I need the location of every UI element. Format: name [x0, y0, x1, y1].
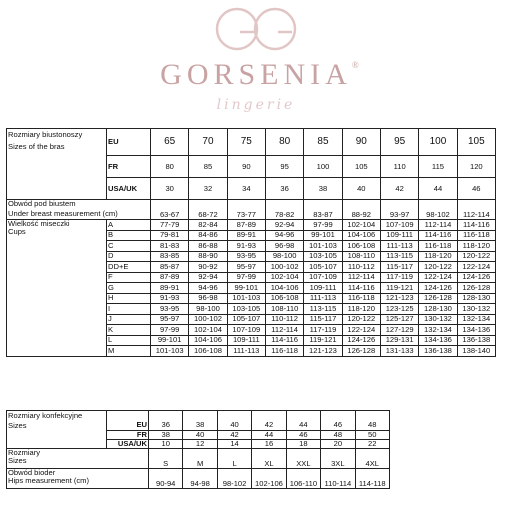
eu-label: EU — [107, 421, 149, 431]
cups-title-en: Cups — [8, 227, 26, 236]
fr-size: 80 — [151, 156, 189, 178]
fr-size: 50 — [355, 431, 389, 440]
usuk-size: 18 — [286, 440, 320, 449]
cup-letter: I — [107, 304, 151, 315]
fr-size: 38 — [149, 431, 183, 440]
cup-range: 92-94 — [265, 220, 303, 231]
bras-title-cell — [7, 129, 107, 156]
cup-range: 123-125 — [380, 304, 418, 315]
under-breast-range: 93-97 — [380, 200, 418, 220]
cup-range: 102-104 — [265, 272, 303, 283]
cup-range: 129-131 — [380, 335, 418, 346]
cup-range: 93-95 — [151, 304, 189, 315]
cup-range: 104-106 — [265, 283, 303, 294]
clothes-title-pl: Rozmiary konfekcyjne — [7, 411, 107, 421]
letter-size: M — [183, 449, 217, 469]
hips-title-en: Hips measurement (cm) — [8, 476, 90, 485]
cup-letter: K — [107, 325, 151, 336]
eu-size: 70 — [189, 129, 227, 156]
cup-range: 114-116 — [265, 335, 303, 346]
letter-size: L — [217, 449, 251, 469]
letter-size: XXL — [286, 449, 320, 469]
cup-range: 99-101 — [304, 230, 342, 241]
cup-range: 104-106 — [189, 335, 227, 346]
cup-letter: G — [107, 283, 151, 294]
cup-range: 113-115 — [380, 251, 418, 262]
hips-range: 94-98 — [183, 469, 217, 489]
cup-letter: F — [107, 272, 151, 283]
cup-range: 126-128 — [419, 293, 457, 304]
cup-range: 77-79 — [151, 220, 189, 231]
cup-letter: A — [107, 220, 151, 231]
usuk-size: 12 — [183, 440, 217, 449]
hips-range: 98-102 — [217, 469, 251, 489]
cup-range: 97-99 — [227, 272, 265, 283]
cup-range: 121-123 — [304, 346, 342, 357]
under-breast-title-pl: Obwód pod biustem — [8, 199, 76, 208]
cup-letter: M — [107, 346, 151, 357]
cup-range: 100-102 — [265, 262, 303, 273]
fr-size: 120 — [457, 156, 495, 178]
cup-range: 106-108 — [265, 293, 303, 304]
cup-range: 98-100 — [189, 304, 227, 315]
cup-range: 114-116 — [457, 220, 495, 231]
cup-range: 96-98 — [189, 293, 227, 304]
eu-size: 100 — [419, 129, 457, 156]
under-breast-range: 112-114 — [457, 200, 495, 220]
hips-range: 102-106 — [252, 469, 286, 489]
cup-range: 86-88 — [189, 241, 227, 252]
hips-range: 110-114 — [321, 469, 355, 489]
cup-range: 94-96 — [265, 230, 303, 241]
cup-range: 127-129 — [380, 325, 418, 336]
cup-range: 118-120 — [342, 304, 380, 315]
cup-range: 128-130 — [419, 304, 457, 315]
cup-range: 116-118 — [265, 346, 303, 357]
cup-range: 111-113 — [304, 293, 342, 304]
cup-range: 132-134 — [419, 325, 457, 336]
under-breast-range: 83-87 — [304, 200, 342, 220]
cup-range: 90-92 — [189, 262, 227, 273]
usuk-size: 20 — [321, 440, 355, 449]
cup-range: 103-105 — [304, 251, 342, 262]
usuk-size: 34 — [227, 178, 265, 200]
usuk-label: USA/UK — [107, 440, 149, 449]
cup-range: 120-122 — [457, 251, 495, 262]
fr-label: FR — [107, 431, 149, 440]
cup-range: 88-90 — [189, 251, 227, 262]
cup-range: 114-116 — [419, 230, 457, 241]
cup-range: 82-84 — [189, 220, 227, 231]
hips-range: 90-94 — [149, 469, 183, 489]
cup-range: 97-99 — [304, 220, 342, 231]
cup-range: 134-136 — [419, 335, 457, 346]
cup-range: 120-122 — [419, 262, 457, 273]
cup-letter: DD+E — [107, 262, 151, 273]
cup-range: 91-93 — [227, 241, 265, 252]
cup-range: 100-102 — [189, 314, 227, 325]
cup-range: 111-113 — [227, 346, 265, 357]
brand-tagline: lingerie — [216, 97, 296, 113]
cup-range: 91-93 — [151, 293, 189, 304]
cup-range: 132-134 — [457, 314, 495, 325]
cup-range: 87-89 — [151, 272, 189, 283]
cup-range: 136-138 — [419, 346, 457, 357]
bra-size-table — [6, 128, 496, 357]
cup-range: 124-126 — [419, 283, 457, 294]
cup-range: 110-112 — [342, 262, 380, 273]
cup-range: 112-114 — [419, 220, 457, 231]
cup-range: 89-91 — [227, 230, 265, 241]
eu-size: 105 — [457, 129, 495, 156]
letter-size: 3XL — [321, 449, 355, 469]
cup-range: 102-104 — [189, 325, 227, 336]
cup-range: 121-123 — [380, 293, 418, 304]
clothing-size-table — [6, 410, 390, 489]
hips-range: 114-118 — [355, 469, 389, 489]
eu-size: 90 — [342, 129, 380, 156]
under-breast-range: 63-67 — [151, 200, 189, 220]
fr-size: 46 — [286, 431, 320, 440]
cup-range: 101-103 — [151, 346, 189, 357]
bras-title-pl: Rozmiary biustonoszy — [8, 130, 83, 139]
cup-range: 136-138 — [457, 335, 495, 346]
sizes-title — [7, 449, 149, 469]
fr-size: 48 — [321, 431, 355, 440]
cup-range: 126-128 — [342, 346, 380, 357]
usuk-label: USA/UK — [107, 178, 151, 200]
cup-range: 112-114 — [342, 272, 380, 283]
cup-range: 113-115 — [304, 304, 342, 315]
cup-range: 79-81 — [151, 230, 189, 241]
cup-range: 118-120 — [419, 251, 457, 262]
cup-range: 118-120 — [457, 241, 495, 252]
cup-range: 120-122 — [342, 314, 380, 325]
cup-range: 122-124 — [342, 325, 380, 336]
cup-range: 95-97 — [227, 262, 265, 273]
usuk-size: 38 — [304, 178, 342, 200]
letter-size: 4XL — [355, 449, 389, 469]
cup-range: 138-140 — [457, 346, 495, 357]
cup-range: 106-108 — [189, 346, 227, 357]
cup-range: 99-101 — [227, 283, 265, 294]
cup-letter: B — [107, 230, 151, 241]
usuk-size: 46 — [457, 178, 495, 200]
cup-range: 104-106 — [342, 230, 380, 241]
eu-size: 85 — [304, 129, 342, 156]
cup-range: 99-101 — [151, 335, 189, 346]
cup-range: 101-103 — [304, 241, 342, 252]
cup-range: 85-87 — [151, 262, 189, 273]
cup-range: 124-126 — [457, 272, 495, 283]
cup-range: 134-136 — [457, 325, 495, 336]
eu-size: 48 — [355, 421, 389, 431]
cup-letter: L — [107, 335, 151, 346]
cup-range: 102-104 — [342, 220, 380, 231]
fr-size: 44 — [252, 431, 286, 440]
cup-range: 112-114 — [265, 325, 303, 336]
gorsenia-logo-icon — [0, 0, 512, 60]
cup-range: 106-108 — [342, 241, 380, 252]
cup-range: 111-113 — [380, 241, 418, 252]
hips-title-pl: Obwód bioder — [8, 468, 56, 477]
fr-size: 42 — [217, 431, 251, 440]
cups-title-cell — [7, 220, 107, 357]
cup-range: 108-110 — [342, 251, 380, 262]
cup-range: 130-132 — [457, 304, 495, 315]
fr-size: 115 — [419, 156, 457, 178]
letter-size: S — [149, 449, 183, 469]
under-breast-range: 73-77 — [227, 200, 265, 220]
cup-range: 83-85 — [151, 251, 189, 262]
eu-size: 36 — [149, 421, 183, 431]
fr-label: FR — [107, 156, 151, 178]
cup-range: 128-130 — [457, 293, 495, 304]
fr-size: 105 — [342, 156, 380, 178]
sizes-title-en: Sizes — [8, 456, 27, 465]
cup-range: 95-97 — [151, 314, 189, 325]
usuk-size: 42 — [380, 178, 418, 200]
hips-title — [7, 469, 149, 489]
cup-range: 126-128 — [457, 283, 495, 294]
eu-size: 38 — [183, 421, 217, 431]
eu-size: 80 — [265, 129, 303, 156]
usuk-size: 30 — [151, 178, 189, 200]
cup-range: 115-117 — [304, 314, 342, 325]
cup-range: 87-89 — [227, 220, 265, 231]
cup-letter: J — [107, 314, 151, 325]
cup-range: 96-98 — [265, 241, 303, 252]
cup-range: 116-118 — [342, 293, 380, 304]
hips-range: 106-110 — [286, 469, 320, 489]
under-breast-title-en: Under breast measurement (cm) — [8, 209, 118, 218]
eu-size: 95 — [380, 129, 418, 156]
brand-header — [0, 0, 512, 125]
cup-range: 97-99 — [151, 325, 189, 336]
cup-range: 107-109 — [227, 325, 265, 336]
cup-range: 105-107 — [227, 314, 265, 325]
registered-mark: ® — [351, 60, 364, 70]
fr-size: 90 — [227, 156, 265, 178]
usuk-size: 10 — [149, 440, 183, 449]
cup-range: 94-96 — [189, 283, 227, 294]
fr-size: 40 — [183, 431, 217, 440]
under-breast-range: 88-92 — [342, 200, 380, 220]
under-breast-range: 98-102 — [419, 200, 457, 220]
eu-size: 40 — [217, 421, 251, 431]
cup-range: 109-111 — [380, 230, 418, 241]
eu-size: 44 — [286, 421, 320, 431]
eu-size: 65 — [151, 129, 189, 156]
cup-letter: C — [107, 241, 151, 252]
cup-range: 93-95 — [227, 251, 265, 262]
cup-range: 116-118 — [419, 241, 457, 252]
cup-range: 125-127 — [380, 314, 418, 325]
usuk-size: 32 — [189, 178, 227, 200]
cup-range: 117-119 — [380, 272, 418, 283]
cup-range: 105-107 — [304, 262, 342, 273]
usuk-size: 14 — [217, 440, 251, 449]
cup-range: 107-109 — [380, 220, 418, 231]
cup-range: 101-103 — [227, 293, 265, 304]
cup-letter: H — [107, 293, 151, 304]
cup-range: 119-121 — [304, 335, 342, 346]
cup-range: 89-91 — [151, 283, 189, 294]
eu-label: EU — [107, 129, 151, 156]
cup-range: 119-121 — [380, 283, 418, 294]
under-breast-title — [7, 200, 151, 220]
cup-range: 108-110 — [265, 304, 303, 315]
fr-size: 85 — [189, 156, 227, 178]
cup-range: 131-133 — [380, 346, 418, 357]
cup-range: 116-118 — [457, 230, 495, 241]
usuk-size: 40 — [342, 178, 380, 200]
cup-range: 117-119 — [304, 325, 342, 336]
under-breast-range: 78-82 — [265, 200, 303, 220]
cup-range: 92-94 — [189, 272, 227, 283]
clothes-title-en: Sizes — [7, 421, 107, 431]
cup-range: 122-124 — [419, 272, 457, 283]
under-breast-range: 68-72 — [189, 200, 227, 220]
eu-size: 42 — [252, 421, 286, 431]
fr-size: 110 — [380, 156, 418, 178]
letter-size: XL — [252, 449, 286, 469]
cup-range: 110-112 — [265, 314, 303, 325]
cup-range: 84-86 — [189, 230, 227, 241]
usuk-size: 36 — [265, 178, 303, 200]
cup-range: 98-100 — [265, 251, 303, 262]
usuk-size: 22 — [355, 440, 389, 449]
cup-range: 81-83 — [151, 241, 189, 252]
cup-range: 130-132 — [419, 314, 457, 325]
cup-range: 107-109 — [304, 272, 342, 283]
cup-range: 114-116 — [342, 283, 380, 294]
eu-size: 75 — [227, 129, 265, 156]
cup-letter: D — [107, 251, 151, 262]
usuk-size: 44 — [419, 178, 457, 200]
fr-size: 100 — [304, 156, 342, 178]
cup-range: 109-111 — [227, 335, 265, 346]
eu-size: 46 — [321, 421, 355, 431]
cup-range: 103-105 — [227, 304, 265, 315]
bras-title-en: Sizes of the bras — [8, 142, 65, 151]
cup-range: 109-111 — [304, 283, 342, 294]
cup-range: 115-117 — [380, 262, 418, 273]
fr-size: 95 — [265, 156, 303, 178]
cups-title-pl: Wielkość miseczki — [8, 219, 70, 228]
cup-range: 122-124 — [457, 262, 495, 273]
cup-range: 124-126 — [342, 335, 380, 346]
usuk-size: 16 — [252, 440, 286, 449]
sizes-title-pl: Rozmiary — [8, 448, 41, 457]
brand-name: GORSENIA ® — [160, 58, 364, 91]
